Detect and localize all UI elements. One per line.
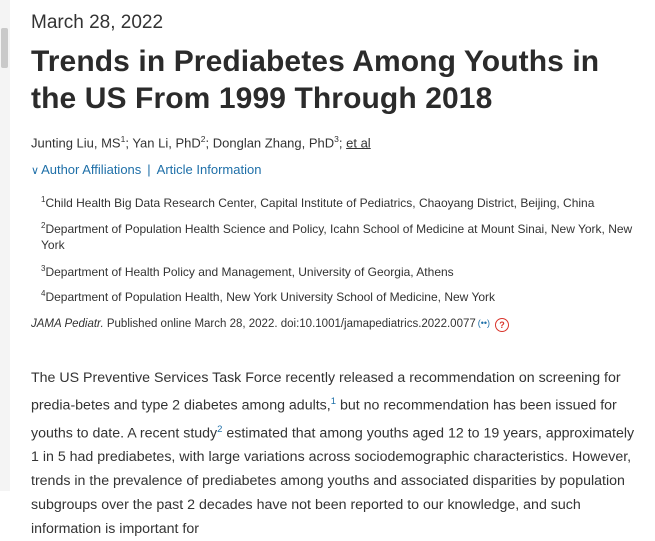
affiliation-item (41, 192, 641, 211)
author-list (31, 134, 371, 150)
affiliation-text: Department of Population Health Science and Policy, Icahn School of Medicine at Mount Sinai, New York, New York (41, 222, 633, 252)
scrollbar-thumb[interactable] (1, 28, 8, 68)
chevron-down-icon[interactable]: ∨ (31, 165, 40, 177)
author-name[interactable]: Donglan Zhang, PhD (212, 135, 335, 151)
affiliation-item (41, 261, 641, 280)
author-name[interactable]: Yan Li, PhD (132, 135, 201, 151)
publication-date: March 28, 2022 (31, 12, 164, 33)
reference-link[interactable]: 2 (217, 423, 223, 435)
article-body-paragraph (31, 366, 643, 541)
author-separator: ; (205, 135, 213, 151)
article-information-link[interactable]: Article Information (156, 162, 262, 177)
affiliation-item (41, 218, 641, 253)
article-title: Trends in Prediabetes Among Youths in the US From 1999 Through 2018 (31, 45, 600, 115)
affiliation-number: 3 (41, 264, 46, 273)
cite-icon[interactable]: (••) (477, 318, 491, 328)
citation-line (31, 318, 509, 332)
affiliation-number: 4 (41, 289, 46, 298)
author-affil-ref: 3 (334, 134, 339, 144)
body-text-segment: estimated that among youths aged 12 to 19 years, approximately 1 in 5 had prediabetes, with large variations across sociodemographic characteristics. However, trends in the prevalence of prediabetes among youths and associated disparities by population subgroups over the past 2 decades have not been reported to our knowledge, and such information is important for (31, 425, 635, 538)
affiliation-text: Department of Population Health, New York University School of Medicine, New York (45, 290, 496, 304)
affiliation-text: Department of Health Policy and Management, University of Georgia, Athens (45, 265, 454, 279)
citation-text: Published online March 28, 2022. doi:10.1001/jamapediatrics.2022.0077 (103, 318, 476, 330)
reference-link[interactable]: 1 (330, 396, 337, 407)
et-al-link[interactable]: et al (346, 135, 371, 151)
scrollbar-track[interactable] (0, 0, 10, 491)
altmetric-icon[interactable]: ? (495, 318, 509, 332)
author-name[interactable]: Junting Liu, MS (31, 135, 121, 151)
affiliation-text: Child Health Big Data Research Center, Capital Institute of Pediatrics, Chaoyang District, Beijing, China (45, 196, 595, 210)
body-text-segment: but no recommendation has been issued for youths to date. A recent study (31, 397, 617, 442)
article-info-links (31, 162, 261, 177)
affiliation-item (41, 286, 641, 305)
author-separator: ; (338, 135, 347, 151)
author-affil-ref: 1 (120, 134, 126, 144)
author-separator: ; (125, 135, 133, 151)
author-affiliations-link[interactable]: Author Affiliations (41, 162, 142, 177)
affiliation-number: 1 (41, 195, 46, 204)
affiliation-number: 2 (41, 221, 46, 230)
author-affil-ref: 2 (200, 134, 206, 144)
link-separator: | (147, 162, 151, 177)
body-text-segment: The US Preventive Services Task Force recently released a recommendation on screening for predia-betes and type 2 diabetes among adults, (31, 370, 621, 414)
journal-abbrev: JAMA Pediatr. (31, 318, 104, 330)
